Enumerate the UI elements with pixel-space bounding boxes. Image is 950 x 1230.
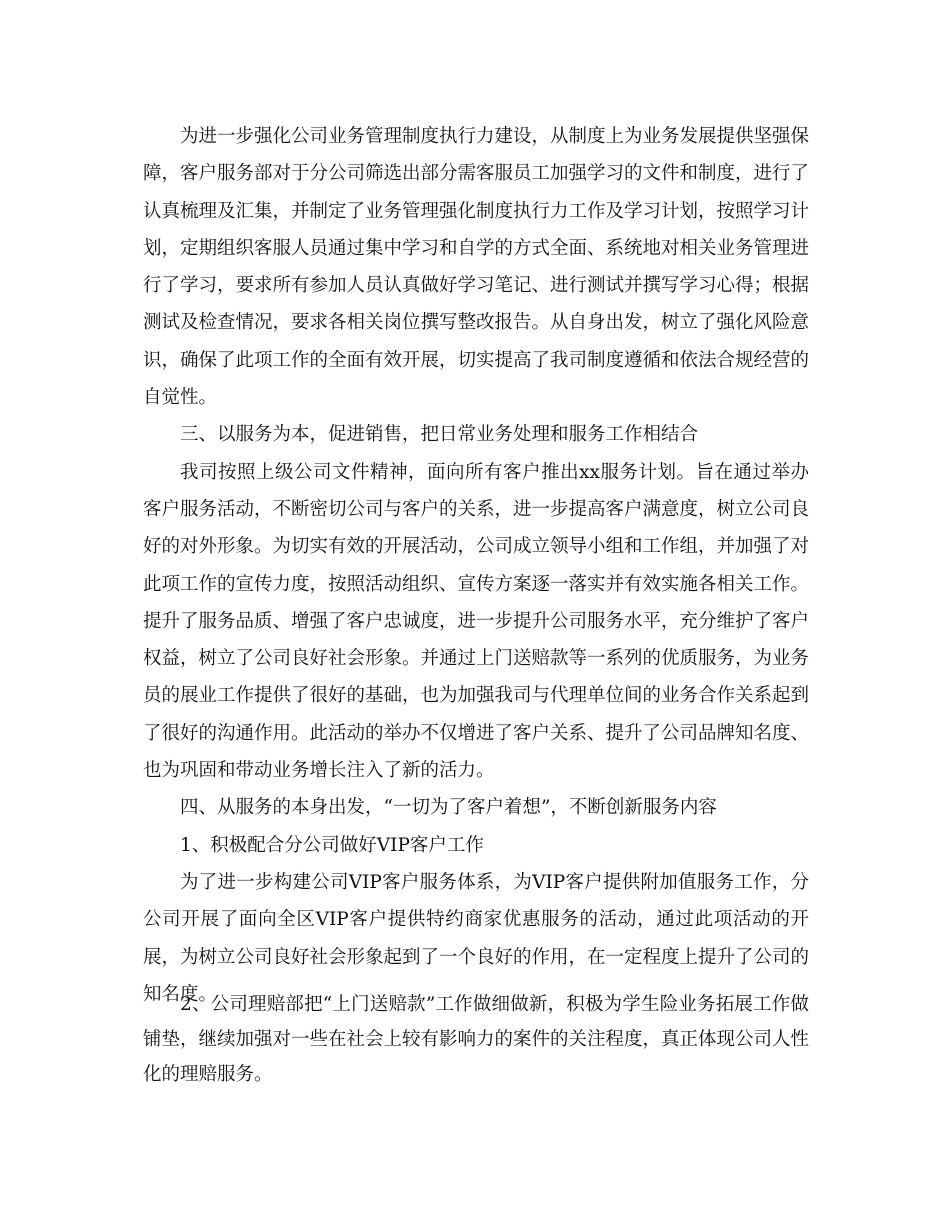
section-heading-three: 三、以服务为本，促进销售，把日常业务处理和服务工作相结合: [180, 424, 699, 446]
subheading-vip: 1、积极配合分公司做好VIP客户工作: [180, 834, 484, 856]
paragraph-vip-service: 为了进一步构建公司VIP客户服务体系，为VIP客户提供附加值服务工作，分公司开展了面向全区VIP客户提供特约商家优惠服务的活动，通过此项活动的开展，为树立公司良好社会形象起到了一个良好的作用，在一定程度上提升了公司的知名度。: [143, 871, 810, 1005]
paragraph-service-plan: 我司按照上级公司文件精神，面向所有客户推出xx服务计划。旨在通过举办客户服务活动，不断密切公司与客户的关系，进一步提高客户满意度，树立公司良好的对外形象。为切实有效的开展活动，公司成立领导小组和工作组，并加强了对此项工作的宣传力度，按照活动组织、宣传方案逐一落实并有效实施各相关工作。提升了服务品质、增强了客户忠诚度，进一步提升公司服务水平，充分维护了客户权益，树立了公司良好社会形象。并通过上门送赔款等一系列的优质服务，为业务员的展业工作提供了很好的基础，也为加强我司与代理单位间的业务合作关系起到了很好的沟通作用。此活动的举办不仅增进了客户关系、提升了公司品牌知名度、也为巩固和带动业务增长注入了新的活力。: [143, 461, 810, 782]
document-body: [143, 118, 809, 1013]
section-heading-four: 四、从服务的本身出发，“一切为了客户着想”，不断创新服务内容: [180, 797, 717, 819]
document-body-continued: [143, 987, 809, 1092]
paragraph-system-execution: 为进一步强化公司业务管理制度执行力建设，从制度上为业务发展提供坚强保障，客户服务部对于分公司筛选出部分需客服员工加强学习的文件和制度，进行了认真梳理及汇集，并制定了业务管理强化制度执行力工作及学习计划，按照学习计划，定期组织客服人员通过集中学习和自学的方式全面、系统地对相关业务管理进行了学习，要求所有参加人员认真做好学习笔记、进行测试并撰写学习心得；根据测试及检查情况，要求各相关岗位撰写整改报告。从自身出发，树立了强化风险意识，确保了此项工作的全面有效开展，切实提高了我司制度遵循和依法合规经营的自觉性。: [143, 126, 810, 409]
paragraph-claims-service: 2、公司理赔部把“上门送赔款”工作做细做新，积极为学生险业务拓展工作做铺垫，继续加强对一些在社会上较有影响力的案件的关注程度，真正体现公司人性化的理赔服务。: [143, 994, 810, 1085]
